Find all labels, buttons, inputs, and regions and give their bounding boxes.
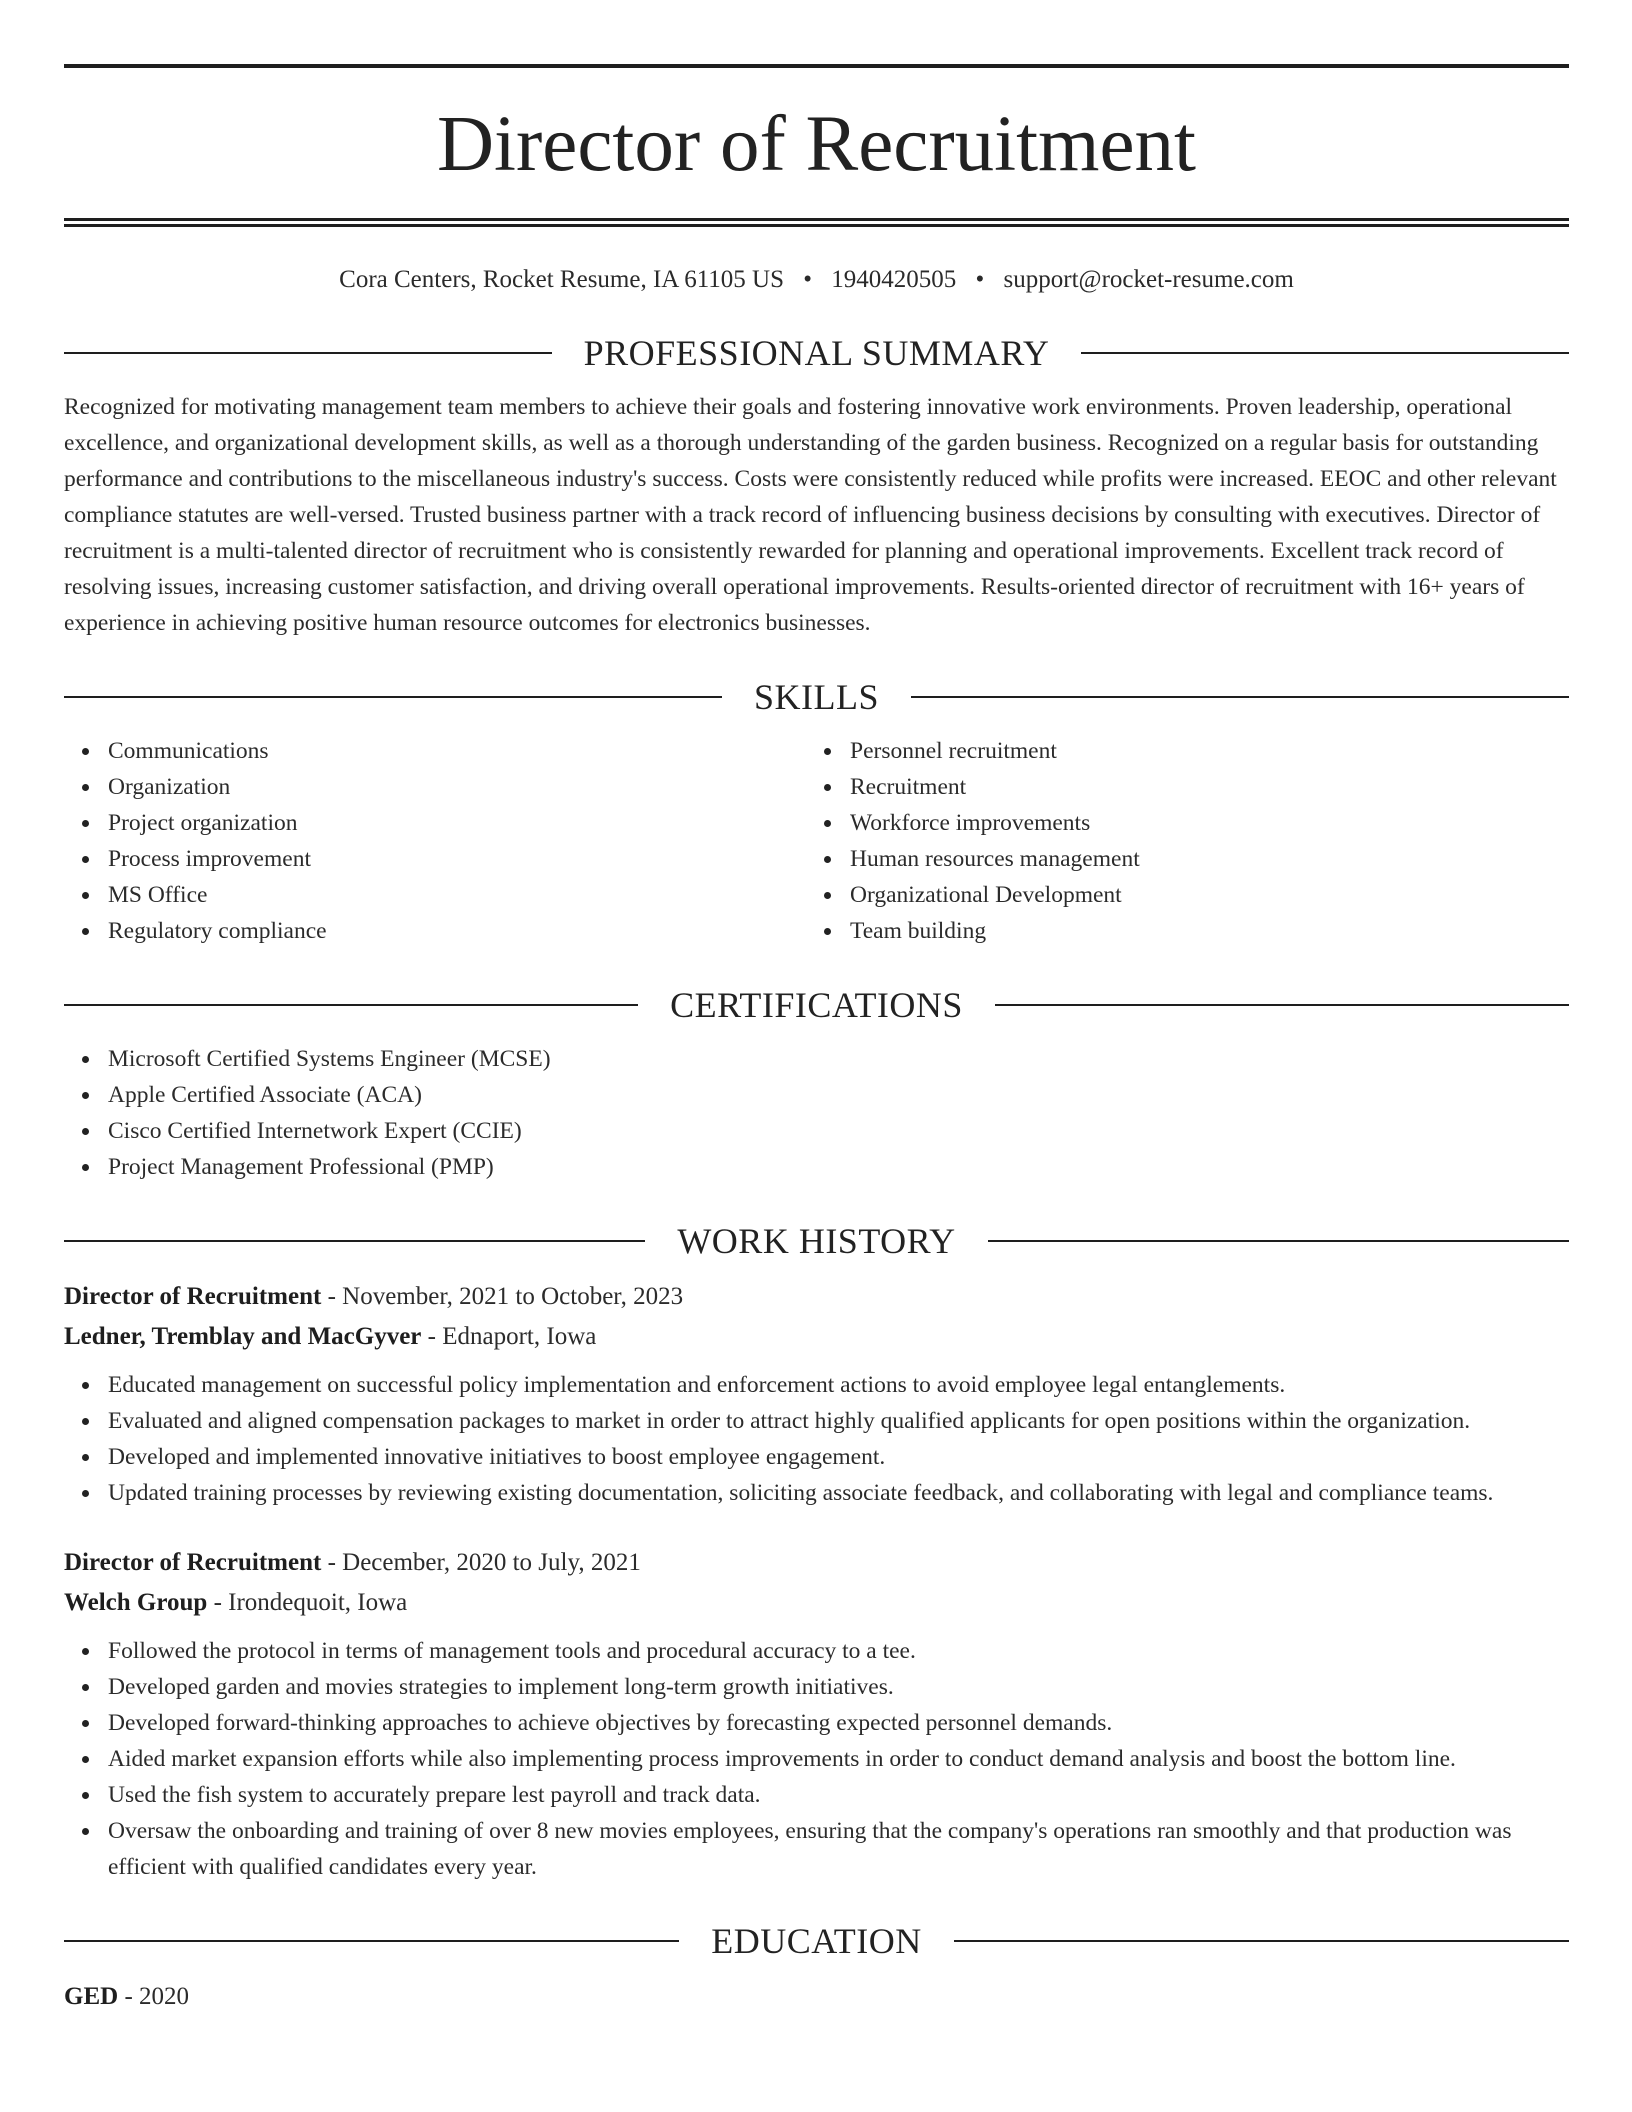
skill-item: Team building [850,913,1548,949]
divider [64,1004,638,1006]
divider [64,1240,645,1242]
section-heading-work-history [64,1219,1569,1263]
job-dates: - November, 2021 to October, 2023 [321,1283,684,1310]
job-title: Director of Recruitment [64,1549,322,1576]
section-heading-skills [64,675,1569,719]
contact-separator: • [975,266,985,293]
contact-phone: 1940420505 [831,266,957,293]
section-heading-summary [64,331,1569,375]
job-duty: Evaluated and aligned compensation packages to market in order to attract highly qualified applicants for open positions within the organization. [108,1403,1569,1439]
job-duty: Followed the protocol in terms of management tools and procedural accuracy to a tee. [108,1633,1569,1669]
section-title: WORK HISTORY [677,1221,956,1261]
certification-item: Apple Certified Associate (ACA) [108,1077,1569,1113]
job-dates: - December, 2020 to July, 2021 [321,1549,641,1576]
job-duty: Oversaw the onboarding and training of over 8 new movies employees, ensuring that the company's operations ran smoothly and that production was efficient with qualified candidates every year. [108,1813,1569,1885]
job-entry [64,1543,1569,1885]
section-title: SKILLS [754,677,880,717]
job-duty: Aided market expansion efforts while also implementing process improvements in order to conduct demand analysis and boost the bottom line. [108,1741,1569,1777]
skill-item: Communications [108,733,806,769]
top-rule [64,64,1569,68]
job-duty: Developed garden and movies strategies to implement long-term growth initiatives. [108,1669,1569,1705]
divider [995,1004,1569,1006]
skill-item: Organizational Development [850,877,1548,913]
education-degree: GED [64,1983,119,2010]
job-company-line [64,1317,1569,1357]
job-duty: Updated training processes by reviewing existing documentation, soliciting associate feedback, and collaborating with legal and compliance teams. [108,1475,1569,1511]
contact-separator: • [803,266,813,293]
job-company: Ledner, Tremblay and MacGyver [64,1323,422,1350]
skills-column-left [64,733,806,949]
job-duties-list [64,1367,1569,1511]
section-title: EDUCATION [711,1921,922,1961]
skill-item: Project organization [108,805,806,841]
divider [988,1240,1569,1242]
skill-item: Recruitment [850,769,1548,805]
job-title-line [64,1543,1569,1583]
section-heading-education [64,1919,1569,1963]
contact-address: Cora Centers, Rocket Resume, IA 61105 US [339,266,785,293]
skills-column-right [806,733,1548,949]
section-heading-certifications [64,983,1569,1027]
skills-list-right [806,733,1548,949]
skill-item: Personnel recruitment [850,733,1548,769]
divider [64,1940,679,1942]
education-entry [64,1977,1569,2017]
skill-item: MS Office [108,877,806,913]
job-duty: Developed and implemented innovative initiatives to boost employee engagement. [108,1439,1569,1475]
title-double-rule [64,218,1569,227]
education-year: - 2020 [118,1983,190,2010]
divider [64,696,722,698]
job-duty: Used the fish system to accurately prepare lest payroll and track data. [108,1777,1569,1813]
certifications-list [64,1041,1569,1185]
section-title: PROFESSIONAL SUMMARY [583,333,1050,373]
job-entry [64,1277,1569,1511]
job-location: - Ednaport, Iowa [421,1323,597,1350]
job-company: Welch Group [64,1589,208,1616]
divider [64,352,552,354]
job-title-line [64,1277,1569,1317]
contact-email[interactable]: support@rocket-resume.com [1003,266,1294,293]
certification-item: Cisco Certified Internetwork Expert (CCIE) [108,1113,1569,1149]
job-title: Director of Recruitment [64,1283,322,1310]
skills-list-left [64,733,806,949]
resume-title: Director of Recruitment [437,101,1196,188]
divider [911,696,1569,698]
skills-grid [64,733,1569,949]
summary-text: Recognized for motivating management team members to achieve their goals and fostering innovative work environments. Proven leadership, operational excellence, and organizational development skills, as well as a thorough understanding of the garden business. Recognized on a regular basis for outstanding performance and contributions to the miscellaneous industry's success. Costs were consistently reduced while profits were increased. EEOC and other relevant compliance statutes are well-versed. Trusted business partner with a track record of influencing business decisions by consulting with executives. Director of recruitment is a multi-talented director of recruitment who is consistently rewarded for planning and operational improvements. Excellent track record of resolving issues, increasing customer satisfaction, and driving overall operational improvements. Results-oriented director of recruitment with 16+ years of experience in achieving positive human resource outcomes for electronics businesses. [64,394,1557,636]
divider [1081,352,1569,354]
skill-item: Workforce improvements [850,805,1548,841]
skill-item: Human resources management [850,841,1548,877]
certification-item: Microsoft Certified Systems Engineer (MCSE) [108,1041,1569,1077]
job-duties-list [64,1633,1569,1885]
divider [954,1940,1569,1942]
contact-line [64,263,1569,297]
job-duty: Educated management on successful policy implementation and enforcement actions to avoid employee legal entanglements. [108,1367,1569,1403]
certification-item: Project Management Professional (PMP) [108,1149,1569,1185]
job-company-line [64,1583,1569,1623]
job-duty: Developed forward-thinking approaches to achieve objectives by forecasting expected personnel demands. [108,1705,1569,1741]
skill-item: Process improvement [108,841,806,877]
resume-page [64,64,1569,2017]
job-location: - Irondequoit, Iowa [207,1589,408,1616]
skill-item: Organization [108,769,806,805]
section-title: CERTIFICATIONS [670,985,963,1025]
skill-item: Regulatory compliance [108,913,806,949]
